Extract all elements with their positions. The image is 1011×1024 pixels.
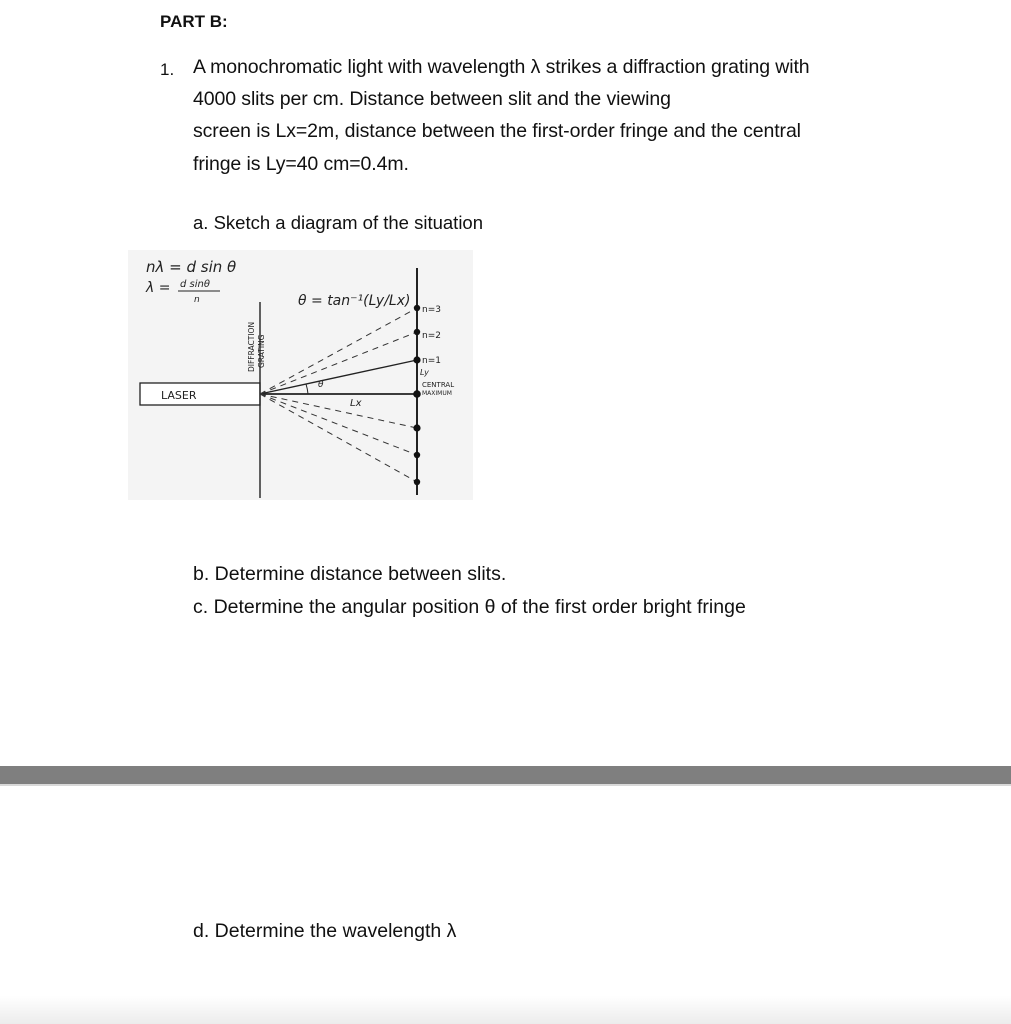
grating-label-2: GRATING [257, 334, 266, 368]
central-label-1: CENTRAL [422, 381, 455, 389]
question-line-3: screen is Lx=2m, distance between the first-order fringe and the central [193, 120, 801, 142]
formula-lambda-lhs: λ = [146, 280, 171, 296]
subquestion-a: a. Sketch a diagram of the situation [193, 212, 484, 233]
laser-label: LASER [161, 389, 197, 402]
diffraction-diagram [128, 250, 473, 500]
part-title: PART B: [160, 12, 228, 31]
question-line-4: fringe is Ly=40 cm=0.4m. [193, 153, 409, 175]
subquestion-c: c. Determine the angular position θ of the first order bright fringe [193, 596, 746, 618]
central-label-2: MAXIMUM [422, 390, 452, 397]
label-n3: n=3 [422, 305, 441, 315]
lx-label: Lx [350, 398, 362, 409]
fringe-dot-n1 [413, 356, 420, 363]
fringe-dot-n2 [414, 329, 420, 335]
question-number: 1. [160, 60, 175, 79]
subquestion-d: d. Determine the wavelength λ [193, 920, 457, 942]
formula-lambda-numerator: d sinθ [180, 279, 210, 290]
laser-box [140, 383, 260, 405]
theta-formula: θ = tan⁻¹(Ly/Lx) [298, 293, 411, 309]
fringe-dot-n2-down [414, 452, 420, 458]
page-divider [0, 766, 1011, 786]
grating-label-1: DIFFRACTION [247, 321, 256, 372]
fringe-dot-n3 [414, 305, 420, 311]
formula-lambda-denominator: n [194, 295, 200, 305]
subquestion-b: b. Determine distance between slits. [193, 563, 507, 585]
ly-label: Ly [420, 368, 429, 377]
label-n1: n=1 [422, 356, 441, 366]
question-line-1: A monochromatic light with wavelength λ strikes a diffraction grating with [193, 56, 810, 78]
label-n2: n=2 [422, 331, 441, 341]
fringe-dot-central [413, 390, 421, 398]
footer-shadow [0, 996, 1011, 1024]
formula-n-lambda: nλ = d sin θ [146, 258, 237, 276]
fringe-dot-n3-down [414, 479, 420, 485]
theta-label: θ [318, 380, 324, 390]
question-line-2: 4000 slits per cm. Distance between slit and the viewing [193, 88, 671, 110]
fringe-dot-n1-down [413, 424, 420, 431]
